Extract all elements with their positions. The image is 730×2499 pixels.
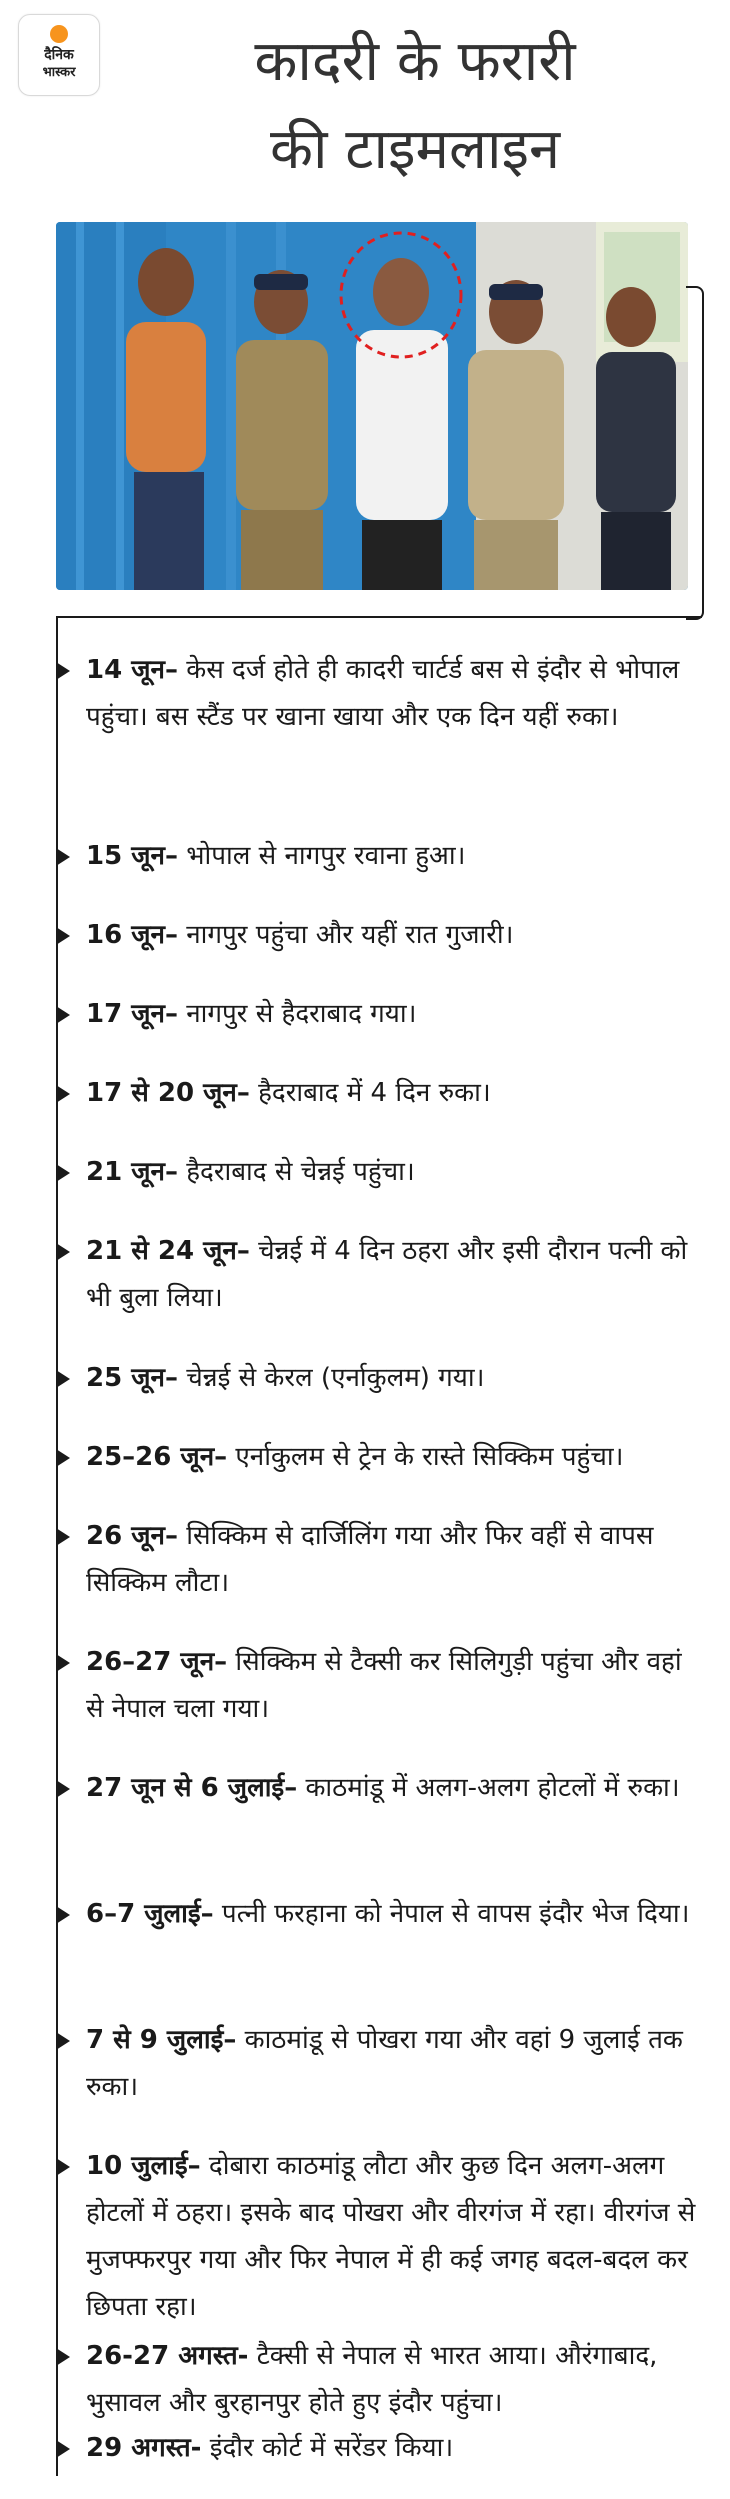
timeline-date: 21 जून– — [86, 1157, 178, 1187]
arrow-icon — [56, 1164, 70, 1182]
timeline-text: भोपाल से नागपुर रवाना हुआ। — [177, 841, 466, 871]
timeline-date: 29 अगस्त- — [86, 2433, 202, 2463]
timeline-date: 16 जून– — [86, 920, 178, 950]
timeline-item — [86, 1639, 706, 1733]
timeline-item — [86, 2333, 706, 2427]
timeline-item — [86, 1355, 706, 1402]
timeline-text: नागपुर पहुंचा और यहीं रात गुजारी। — [177, 920, 514, 950]
timeline-text: केस दर्ज होते ही कादरी चार्टर्ड बस से इंदौर से भोपाल पहुंचा। बस स्टैंड पर खाना खाया और एक दिन यहीं रुका। — [86, 655, 680, 732]
timeline-text: एर्नाकुलम से ट्रेन के रास्ते सिक्किम पहुंचा। — [227, 1442, 624, 1472]
timeline-date: 10 जुलाई– — [86, 2151, 201, 2181]
arrow-icon — [56, 1085, 70, 1103]
timeline-item — [86, 1228, 706, 1322]
timeline-text: काठमांडू में अलग-अलग होटलों में रुका। — [297, 1773, 680, 1803]
arrow-icon — [56, 2348, 70, 2366]
timeline-date: 26–27 जून– — [86, 1647, 228, 1677]
timeline-date: 25 जून– — [86, 1363, 178, 1393]
timeline-text: पत्नी फरहाना को नेपाल से वापस इंदौर भेज दिया। — [213, 1899, 690, 1929]
timeline-item — [86, 991, 706, 1038]
timeline-text: इंदौर कोर्ट में सरेंडर किया। — [201, 2433, 454, 2463]
timeline-item — [86, 647, 706, 741]
timeline-date: 17 जून– — [86, 999, 178, 1029]
timeline-text: दोबारा काठमांडू लौटा और कुछ दिन अलग-अलग होटलों में ठहरा। इसके बाद पोखरा और वीरगंज में रहा। वीरगंज से मुजफ्फरपुर गया और फिर नेपाल में ही कई जगह बदल-बदल कर छिपता रहा। — [86, 2151, 696, 2322]
dainik-bhaskar-logo[interactable] — [18, 14, 100, 96]
timeline-date: 25–26 जून– — [86, 1442, 228, 1472]
timeline-date: 14 जून– — [86, 655, 178, 685]
timeline-date: 26-27 अगस्त- — [86, 2341, 249, 2371]
logo-text-line2: भास्कर — [42, 65, 76, 80]
arrow-icon — [56, 1449, 70, 1467]
timeline-date: 27 जून से 6 जुलाई– — [86, 1773, 298, 1803]
arrow-icon — [56, 1528, 70, 1546]
arrow-icon — [56, 2032, 70, 2050]
title-line-1: कादरी के फरारी — [254, 29, 576, 94]
timeline-item — [86, 1149, 706, 1196]
timeline-text: चेन्नई में 4 दिन ठहरा और इसी दौरान पत्नी को भी बुला लिया। — [86, 1236, 688, 1313]
timeline-date: 7 से 9 जुलाई– — [86, 2025, 237, 2055]
timeline-text: नागपुर से हैदराबाद गया। — [177, 999, 417, 1029]
arrow-icon — [56, 1654, 70, 1672]
title-line-2: की टाइमलाइन — [269, 117, 561, 182]
timeline-text: सिक्किम से दार्जिलिंग गया और फिर वहीं से वापस सिक्किम लौटा। — [86, 1521, 654, 1598]
timeline-item — [86, 1070, 706, 1117]
arrow-icon — [56, 2158, 70, 2176]
arrow-icon — [56, 1780, 70, 1798]
timeline-item — [86, 1765, 706, 1812]
sun-icon — [50, 25, 68, 43]
timeline-date: 15 जून– — [86, 841, 178, 871]
timeline-date: 6–7 जुलाई– — [86, 1899, 214, 1929]
arrow-icon — [56, 848, 70, 866]
photo-frame-bracket — [686, 286, 704, 620]
timeline-item — [86, 912, 706, 959]
timeline-item — [86, 1513, 706, 1607]
timeline-item — [86, 1434, 706, 1481]
arrow-icon — [56, 1370, 70, 1388]
arrow-icon — [56, 1006, 70, 1024]
timeline-text: सिक्किम से टैक्सी कर सिलिगुड़ी पहुंचा और वहां से नेपाल चला गया। — [86, 1647, 682, 1724]
timeline-item — [86, 833, 706, 880]
timeline-item — [86, 1891, 706, 1938]
arrow-icon — [56, 1243, 70, 1261]
arrow-icon — [56, 2440, 70, 2458]
timeline-text: टैक्सी से नेपाल से भारत आया। औरंगाबाद, भुसावल और बुरहानपुर होते हुए इंदौर पहुंचा। — [86, 2341, 658, 2418]
timeline-item — [86, 2017, 706, 2111]
timeline-date: 26 जून– — [86, 1521, 178, 1551]
timeline-frame-top — [56, 616, 702, 618]
page-title — [120, 18, 710, 194]
timeline-text: चेन्नई से केरल (एर्नाकुलम) गया। — [177, 1363, 485, 1393]
arrow-icon — [56, 927, 70, 945]
arrow-icon — [56, 662, 70, 680]
timeline-text: काठमांडू से पोखरा गया और वहां 9 जुलाई तक रुका। — [86, 2025, 683, 2102]
timeline-text: हैदराबाद में 4 दिन रुका। — [249, 1078, 491, 1108]
timeline-item — [86, 2425, 706, 2472]
arrow-icon — [56, 1906, 70, 1924]
timeline-date: 17 से 20 जून– — [86, 1078, 250, 1108]
logo-text-line1: दैनिक — [44, 47, 74, 63]
timeline-text: हैदराबाद से चेन्नई पहुंचा। — [177, 1157, 415, 1187]
timeline-line — [56, 616, 58, 2476]
arrest-photo — [56, 222, 688, 590]
timeline-item — [86, 2143, 706, 2331]
timeline-date: 21 से 24 जून– — [86, 1236, 250, 1266]
